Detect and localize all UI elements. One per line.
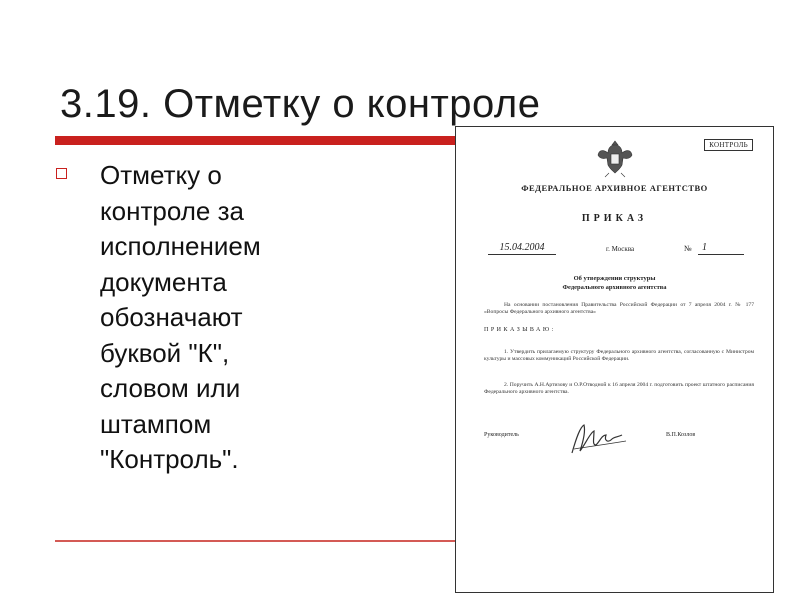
number-label: № [684,244,692,253]
bottom-divider [55,540,455,542]
order-heading: ПРИКАЗ [581,213,648,224]
order-basis: На основании постановления Правительства Российской Федерации от 7 апреля 2004 г. № 177 «Вопросы Федерального архивного агентства» [484,302,754,316]
order-date: 15.04.2004 [488,242,556,255]
order-item-2: 2. Поручить А.Н.Артизову и О.Р.Отводной к 16 апреля 2004 г. подготовить проект штатного расписания Федерального архивного агентства. [484,382,754,396]
order-city: г. Москва [606,245,635,253]
coat-of-arms-icon [596,137,634,179]
order-decree: ПРИКАЗЫВАЮ: [484,327,556,333]
slide-title: 3.19. Отметку о контроле [60,82,541,126]
order-subject: Об утверждении структуры Федерального архивного агентства [562,275,667,291]
order-document-image [455,126,774,593]
bullet-square-icon [56,168,67,179]
agency-name: ФЕДЕРАЛЬНОЕ АРХИВНОЕ АГЕНТСТВО [521,183,708,193]
head-label: Руководитель [484,432,519,438]
signature-icon [566,419,636,459]
head-name: В.П.Козлов [666,432,696,438]
order-item-1: 1. Утвердить прилагаемую структуру Федерального архивного агентства, согласованную с Министром культуры и массовых коммуникаций Российской Федерации. [484,349,754,363]
control-stamp: КОНТРОЛЬ [704,139,753,151]
body-text: Отметку о контроле за исполнением документа обозначают буквой "К", словом или штампом "Контроль". [100,160,261,474]
order-number: 1 [698,242,744,255]
